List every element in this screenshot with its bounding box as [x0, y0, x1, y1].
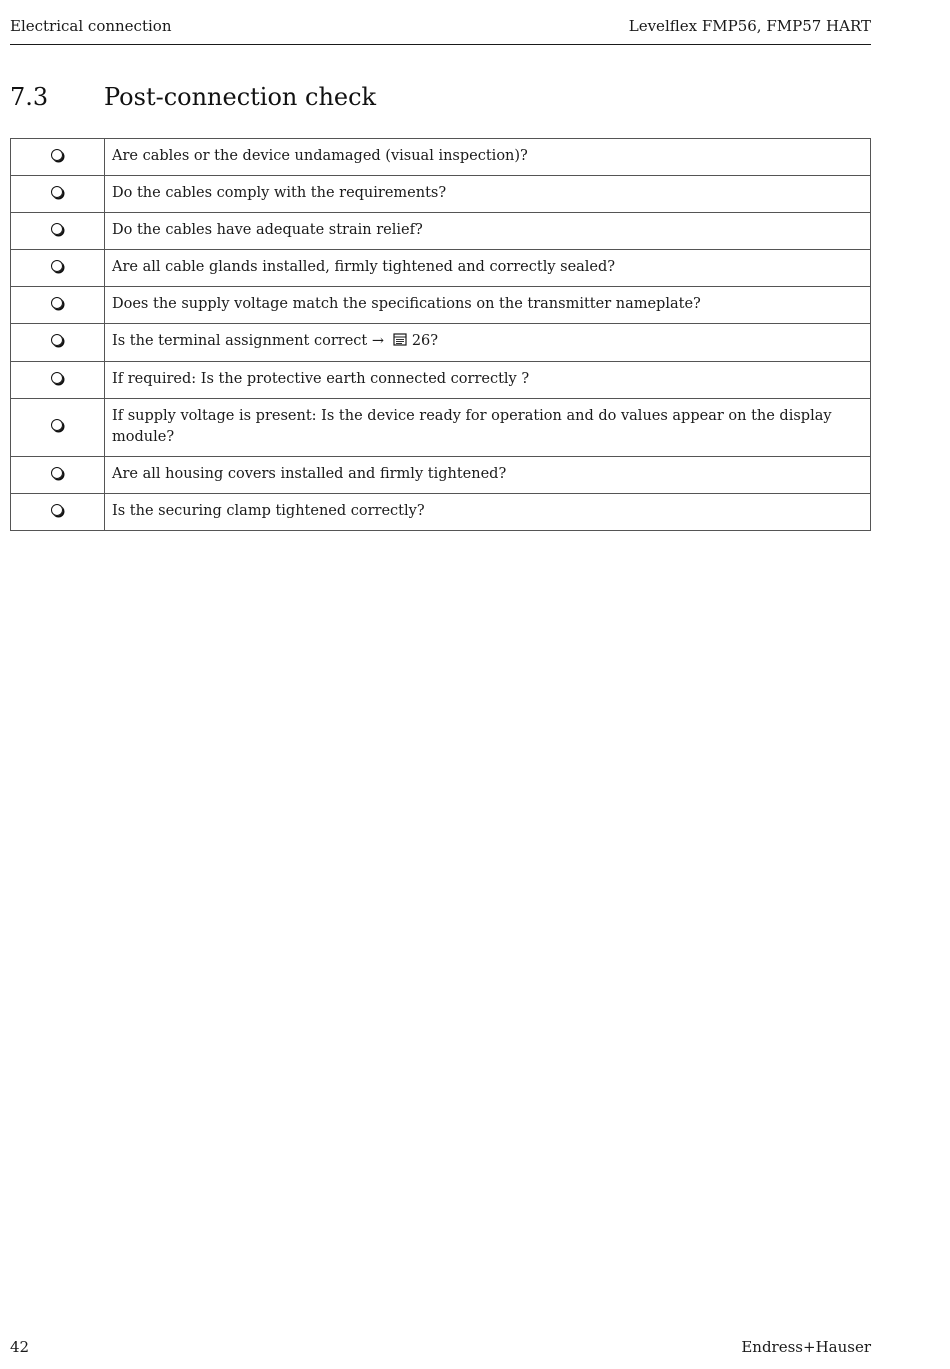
check-item-text-before: Is the terminal assignment correct	[112, 333, 368, 349]
table-row	[11, 457, 871, 494]
checkbox-circle-icon	[51, 186, 63, 198]
checkbox-cell	[11, 399, 105, 457]
check-item-text: Do the cables comply with the requirements?	[105, 176, 871, 213]
table-row	[11, 399, 871, 457]
check-item-text: Are cables or the device undamaged (visual inspection)?	[105, 139, 871, 176]
checkbox-cell	[11, 250, 105, 287]
checkbox-circle-icon	[51, 149, 63, 161]
table-row	[11, 213, 871, 250]
table-row	[11, 176, 871, 213]
check-item-text: Do the cables have adequate strain relief?	[105, 213, 871, 250]
section-title: Post-connection check	[104, 83, 377, 111]
checkbox-cell	[11, 494, 105, 531]
table-row	[11, 362, 871, 399]
checkbox-circle-icon	[51, 297, 63, 309]
header-section-title: Electrical connection	[10, 17, 172, 35]
checkbox-circle-icon	[51, 334, 63, 346]
checkbox-cell	[11, 324, 105, 362]
checkbox-circle-icon	[51, 372, 63, 384]
checkbox-circle-icon	[51, 223, 63, 235]
arrow-icon: →	[371, 333, 384, 349]
table-row	[11, 494, 871, 531]
brand-name: Endress+Hauser	[741, 1338, 871, 1356]
checkbox-circle-icon	[51, 467, 63, 479]
checkbox-circle-icon	[51, 419, 63, 431]
check-item-text: If supply voltage is present: Is the device ready for operation and do values appear on the display module?	[105, 399, 871, 457]
checkbox-cell	[11, 139, 105, 176]
checkbox-circle-icon	[51, 504, 63, 516]
checkbox-cell	[11, 213, 105, 250]
table-row	[11, 139, 871, 176]
section-number: 7.3	[10, 83, 49, 111]
checkbox-circle-icon	[51, 260, 63, 272]
post-connection-checklist	[10, 138, 871, 531]
page-reference-number[interactable]: 26?	[411, 333, 439, 349]
checkbox-cell	[11, 176, 105, 213]
page-reference-icon	[393, 332, 407, 353]
checkbox-cell	[11, 457, 105, 494]
check-item-text	[105, 324, 871, 362]
page-header	[10, 14, 871, 45]
check-item-text: Is the securing clamp tightened correctly?	[105, 494, 871, 531]
check-item-text: Are all cable glands installed, firmly tightened and correctly sealed?	[105, 250, 871, 287]
check-item-text: Are all housing covers installed and firmly tightened?	[105, 457, 871, 494]
header-product-name: Levelflex FMP56, FMP57 HART	[628, 17, 871, 35]
table-row	[11, 250, 871, 287]
table-row	[11, 324, 871, 362]
check-item-text: If required: Is the protective earth connected correctly ?	[105, 362, 871, 399]
page-number: 42	[10, 1338, 30, 1356]
table-row	[11, 287, 871, 324]
check-item-text: Does the supply voltage match the specifications on the transmitter nameplate?	[105, 287, 871, 324]
checkbox-cell	[11, 362, 105, 399]
checkbox-cell	[11, 287, 105, 324]
section-heading	[10, 83, 376, 111]
